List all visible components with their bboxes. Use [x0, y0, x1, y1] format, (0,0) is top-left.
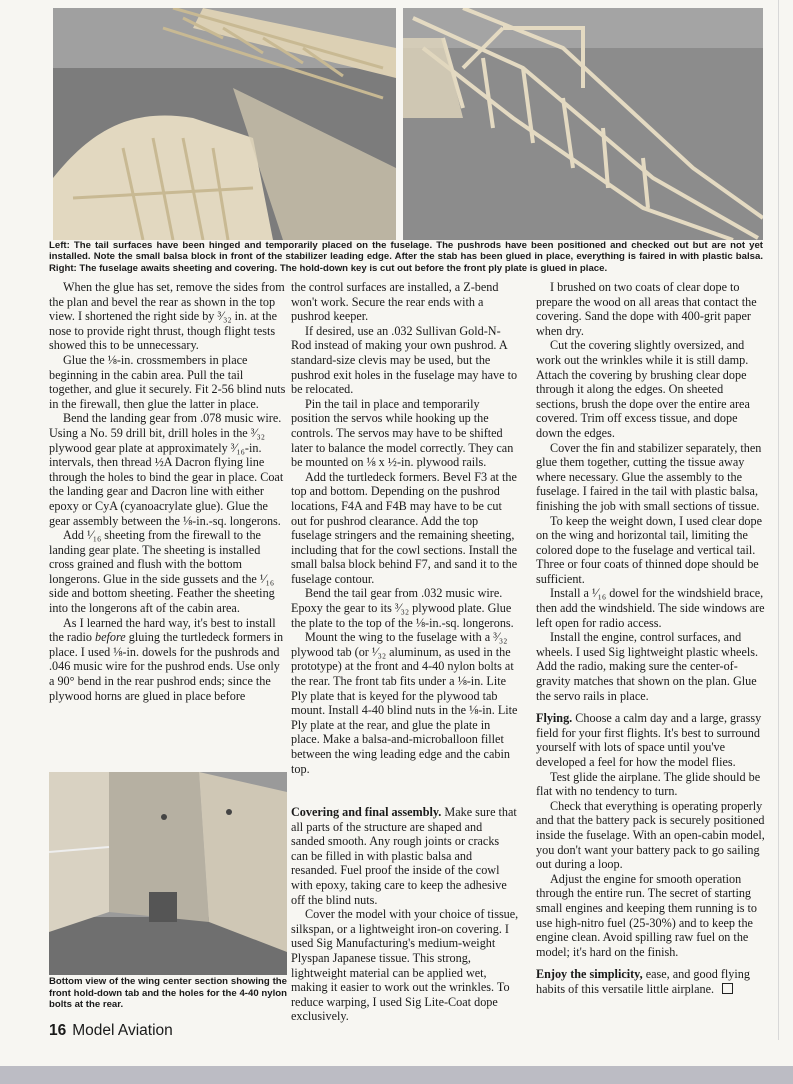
section-heading-flying: Flying.: [536, 711, 573, 726]
paragraph: I brushed on two coats of clear dope to prepare the wood on all areas that contact the covering. Sand the dope with 400-grit paper when dry.: [536, 280, 757, 338]
paragraph: Bend the landing gear from .078 music wire. Using a No. 59 drill bit, drill holes in the ³⁄₃₂ plywood gear plate at approximately ³⁄₁₆-in. intervals, then thread ½A Dacron flying line through the holes to bind the gear in place. Coat the landing gear and Dacron line with either epoxy or CyA (cyanoacrylate glue). Glue the gear assembly between the ⅛-in.-sq. longerons.: [49, 411, 284, 528]
paragraph: Pin the tail in place and temporarily position the servos while hooking up the controls. The servos may have to be shifted later to balance the model correctly. They can be mounted on ⅛ x ½-in. plywood rails.: [291, 396, 514, 470]
top-photo-caption: Left: The tail surfaces have been hinged and temporarily placed on the fuselage. The pushrods have been positioned and checked out but are not yet installed. Note the small balsa block in front of the stabilizer leading edge. After the stab has been glued in place, everything is faired in with plastic balsa. Right: The fuselage awaits sheeting and covering. The hold-down key is cut out before the front ply plate is glued in place.: [49, 240, 763, 274]
section-heading-covering: Covering and final assembly.: [291, 805, 442, 819]
paragraph: If desired, use an .032 Sullivan Gold-N-Rod instead of making your own pushrod. A standard-size clevis may be used, but the pushrod exit holes in the fuselage may have to be relocated.: [291, 323, 518, 397]
paragraph: Install the engine, control surfaces, and wheels. I used Sig lightweight plastic wheels. Add the radio, making sure the center-of-gravity matches that shown on the plan. Glue the servo rails in place.: [536, 630, 759, 703]
paragraph-text: gluing the turtledeck formers in place. I used ⅛-in. dowels for the pushrods and .046 music wire for the pushrod ends. Use only a 90° bend in the rear pushrod ends; since the plywood horns are glued in place before: [49, 630, 284, 703]
page-edge-shadow: [778, 0, 779, 1040]
paragraph: Adjust the engine for smooth operation through the entire run. The secret of starting small engines and keeping them running is to use high-nitro fuel (25-30%) and to keep the engine clean. Avoid spilling raw fuel on the model; it's hard on the finish.: [536, 871, 758, 959]
paragraph: Cut the covering slightly oversized, and work out the wrinkles while it is still damp. Attach the covering by brushing clear dope through it along the edges. On sheeted sections, brush the dope over the entire area covered. Trim off excess tissue, and dope down the edges.: [536, 338, 750, 440]
paragraph: When the glue has set, remove the sides from the plan and bevel the rear as shown in the top view. I shortened the right side by ³⁄₃₂ in. at the nose to provide right thrust, though flight tests showed this to be unnecessary.: [49, 280, 285, 353]
text-column-2: [291, 280, 519, 776]
end-mark-icon: [722, 983, 733, 994]
paragraph: Add the turtledeck formers. Bevel F3 at the top and bottom. Depending on the pushrod locations, F4A and F4B may have to be cut out for pushrod clearance. Add the top fuselage stringers and the remaining sheeting, including that for the cowl sections. Install the small balsa block behind F7, and sand it to the fuselage contour.: [291, 469, 518, 586]
paragraph: the control surfaces are installed, a Z-bend won't work. Secure the rear ends with a pushrod keeper.: [291, 280, 499, 324]
paragraph: To keep the weight down, I used clear dope on the wing and horizontal tail, limiting the colored dope to the fuselage and vertical tail. Three or four coats of thinned dope should be sufficient.: [536, 513, 763, 586]
text-column-2-covering: [291, 805, 519, 1024]
section-heading-enjoy: Enjoy the simplicity,: [536, 967, 643, 982]
paragraph-text: Make sure that all parts of the structure are shaped and sanded smooth. Any rough joints or cracks can be filled in with plastic balsa and resanded. Fuel proof the inside of the cowl with epoxy, taking care to keep the adhesive off the blind nuts.: [291, 805, 517, 907]
paragraph: [536, 711, 766, 769]
scan-bottom-strip: [0, 1066, 793, 1084]
paragraph: Bend the tail gear from .032 music wire. Epoxy the gear to its ³⁄₃₂ plywood plate. Glue the plate to the top of the ⅛-in.-sq. longerons.: [291, 586, 514, 630]
paragraph-text: As I learned the hard way, it's best to install the radio: [49, 615, 276, 645]
bottom-photo-caption: Bottom view of the wing center section showing the front hold-down tab and the holes for the 4-40 nylon bolts at the rear.: [49, 976, 287, 1010]
paragraph-text: ease, and good flying habits of this versatile little airplane.: [536, 967, 750, 996]
photo-fuselage: [403, 8, 763, 240]
paragraph: [536, 967, 766, 996]
text-column-1: [49, 280, 287, 703]
page-footer: [49, 1022, 173, 1040]
photo-tail-surfaces: [53, 8, 396, 240]
paragraph: Test glide the airplane. The glide should be flat with no tendency to turn.: [536, 769, 761, 799]
paragraph: [49, 616, 287, 704]
paragraph: Add ¹⁄₁₆ sheeting from the firewall to the landing gear plate. The sheeting is installed cross grained and flush with the bottom longerons. Glue in the side gussets and the ¹⁄₁₆ side and bottom sheeting. Feather the sheeting into the longerons aft of the cabin area.: [49, 528, 275, 616]
paragraph: Install a ¹⁄₁₆ dowel for the windshield brace, then add the windshield. The side windows are left open for radio access.: [536, 586, 765, 630]
emphasis-text: before: [95, 630, 126, 645]
magazine-name: Model Aviation: [72, 1022, 173, 1039]
paragraph: [291, 805, 519, 907]
photo-wing-center-section: [49, 772, 287, 975]
paragraph-text: Choose a calm day and a large, grassy field for your first flights. It's best to surround yourself with lots of space until you've developed a feel for how the model flies.: [536, 711, 762, 769]
paragraph: Cover the fin and stabilizer separately, then glue them together, cutting the tissue away where necessary. Glue the assembly to the fuselage. I faired in the tail with plastic balsa, finishing the job with small sections of tissue.: [536, 440, 762, 513]
paragraph: Cover the model with your choice of tissue, silkspan, or a lightweight iron-on covering. I used Sig Manufacturing's medium-weight Plyspan Japanese tissue. This strong, lightweight material can be applied wet, making it easier to work out the wrinkles. To reduce warping, I used Sig Lite-Coat dope exclusively.: [291, 907, 519, 1024]
text-column-3: [536, 280, 766, 997]
paragraph: Check that everything is operating properly and that the battery pack is securely positioned inside the fuselage. With an open-cabin model, you don't want your battery pack to go sailing out during a loop.: [536, 798, 765, 872]
paragraph: Glue the ⅛-in. crossmembers in place beginning in the cabin area. Pull the tail together, and glue it securely. Fit 2-56 blind nuts in the firewall, then glue the latter in place.: [49, 352, 286, 411]
page-number: 16: [49, 1022, 67, 1039]
paragraph: Mount the wing to the fuselage with a ³⁄₃₂ plywood tab (or ¹⁄₃₂ aluminum, as used in the prototype) at the front and 4-40 nylon bolts at the rear. The front tab fits under a ⅛-in. Lite Ply plate that is keyed for the plywood tab mount. Install 4-40 blind nuts in the ⅛-in. Lite Ply plate at the rear, and glue the plate in place. Make a balsa-and-microballoon fillet between the wing leading edge and the cabin top.: [291, 630, 518, 776]
